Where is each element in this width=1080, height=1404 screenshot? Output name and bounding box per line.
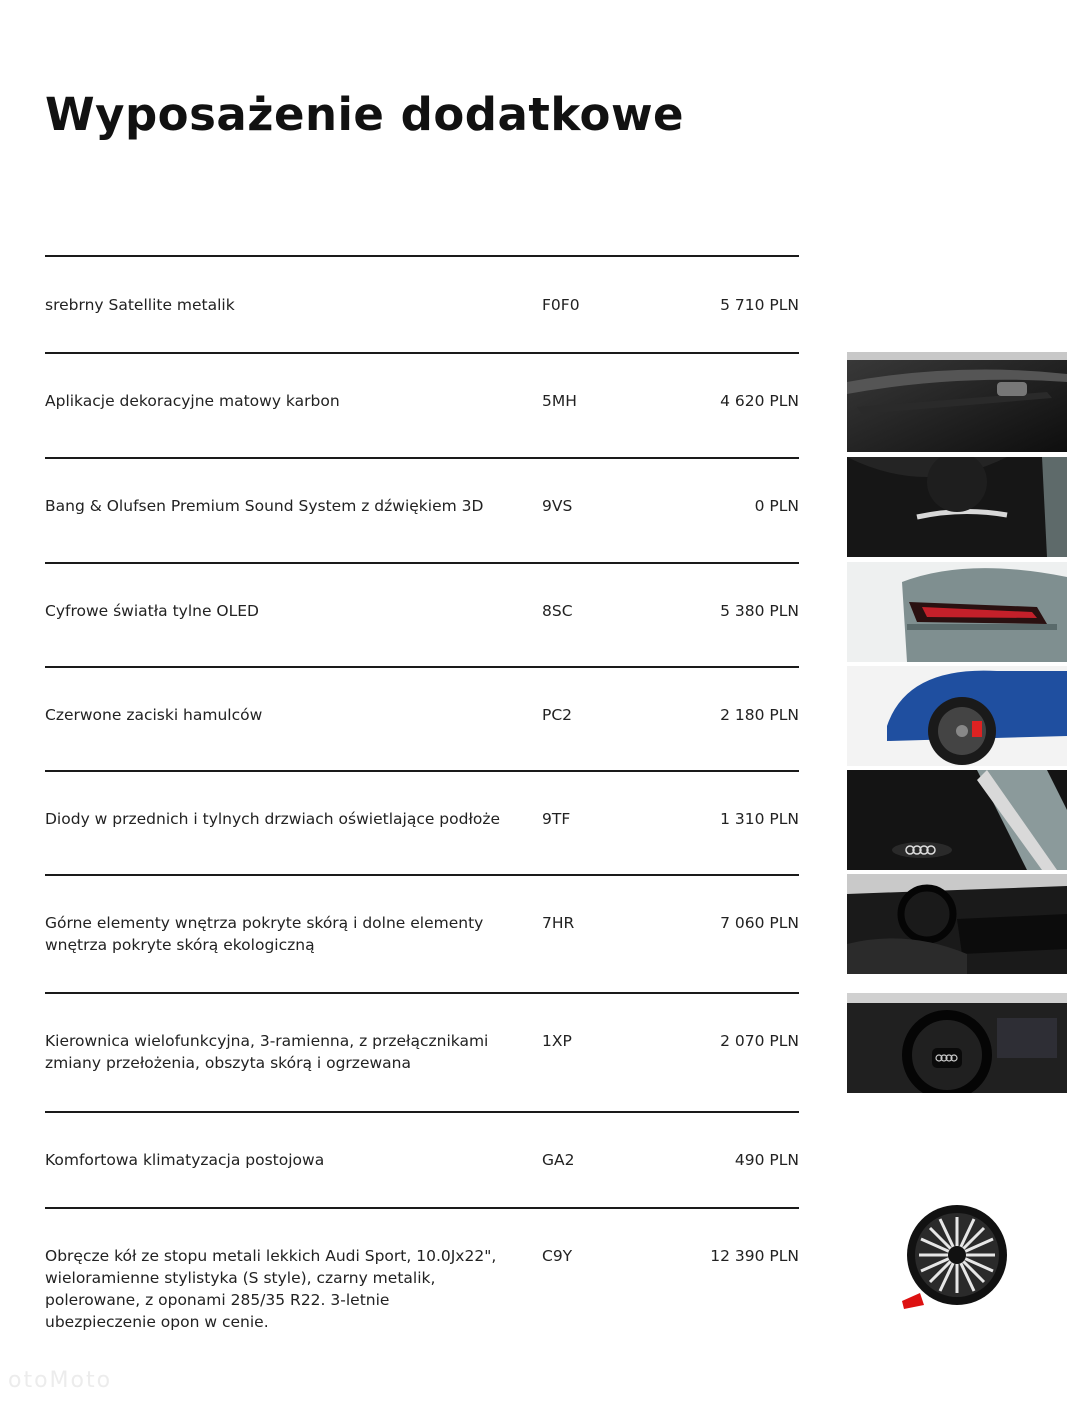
item-code: 1XP bbox=[542, 1032, 572, 1050]
table-row bbox=[45, 770, 799, 874]
item-name: Bang & Olufsen Premium Sound System z dźwiękiem 3D bbox=[45, 497, 484, 515]
table-row bbox=[45, 874, 799, 992]
item-name: Obręcze kół ze stopu metali lekkich Audi Sport, 10.0Jx22", wieloramienne stylistyka (S style), czarny metalik, polerowane, z oponami 285/35 R22. 3-letnie ubezpieczenie opon w cenie. bbox=[45, 1247, 497, 1331]
alloy-wheel-image bbox=[900, 1205, 1014, 1309]
item-price: 1 310 PLN bbox=[720, 810, 799, 828]
item-code: GA2 bbox=[542, 1151, 575, 1169]
item-price: 5 380 PLN bbox=[720, 602, 799, 620]
item-price: 5 710 PLN bbox=[720, 296, 799, 314]
equipment-table bbox=[45, 255, 799, 1347]
speaker-image bbox=[847, 457, 1067, 557]
item-code: C9Y bbox=[542, 1247, 573, 1265]
item-name: Górne elementy wnętrza pokryte skórą i dolne elementy wnętrza pokryte skórą ekologiczną bbox=[45, 914, 484, 954]
table-row bbox=[45, 992, 799, 1111]
item-price: 2 070 PLN bbox=[720, 1032, 799, 1050]
leather-interior-image bbox=[847, 874, 1067, 974]
carbon-trim-image bbox=[847, 352, 1067, 452]
item-name: Czerwone zaciski hamulców bbox=[45, 706, 263, 724]
item-price: 0 PLN bbox=[754, 497, 799, 515]
table-row bbox=[45, 352, 799, 457]
item-code: 5MH bbox=[542, 392, 577, 410]
page-title: Wyposażenie dodatkowe bbox=[45, 88, 685, 141]
steering-wheel-image bbox=[847, 993, 1067, 1093]
item-price: 12 390 PLN bbox=[710, 1247, 799, 1265]
item-name: Cyfrowe światła tylne OLED bbox=[45, 602, 259, 620]
item-price: 490 PLN bbox=[734, 1151, 799, 1169]
item-code: 9TF bbox=[542, 810, 571, 828]
item-price: 7 060 PLN bbox=[720, 914, 799, 932]
item-price: 4 620 PLN bbox=[720, 392, 799, 410]
item-name: Aplikacje dekoracyjne matowy karbon bbox=[45, 392, 340, 410]
table-row bbox=[45, 1207, 799, 1347]
table-row bbox=[45, 255, 799, 352]
item-name: Diody w przednich i tylnych drzwiach oświetlające podłoże bbox=[45, 810, 501, 828]
item-code: F0F0 bbox=[542, 296, 580, 314]
item-code: PC2 bbox=[542, 706, 573, 724]
watermark: otoMoto bbox=[8, 1368, 113, 1393]
item-code: 8SC bbox=[542, 602, 573, 620]
door-projection-light-image bbox=[847, 770, 1067, 870]
red-brake-caliper-image bbox=[847, 666, 1067, 766]
table-row bbox=[45, 457, 799, 562]
item-name: Kierownica wielofunkcyjna, 3-ramienna, z przełącznikami zmiany przełożenia, obszyta skórą i ogrzewana bbox=[45, 1032, 489, 1072]
item-name: srebrny Satellite metalik bbox=[45, 296, 235, 314]
item-name: Komfortowa klimatyzacja postojowa bbox=[45, 1151, 325, 1169]
table-row bbox=[45, 562, 799, 666]
item-price: 2 180 PLN bbox=[720, 706, 799, 724]
oled-taillight-image bbox=[847, 562, 1067, 662]
item-code: 9VS bbox=[542, 497, 573, 515]
table-row bbox=[45, 666, 799, 770]
table-row bbox=[45, 1111, 799, 1207]
item-code: 7HR bbox=[542, 914, 575, 932]
